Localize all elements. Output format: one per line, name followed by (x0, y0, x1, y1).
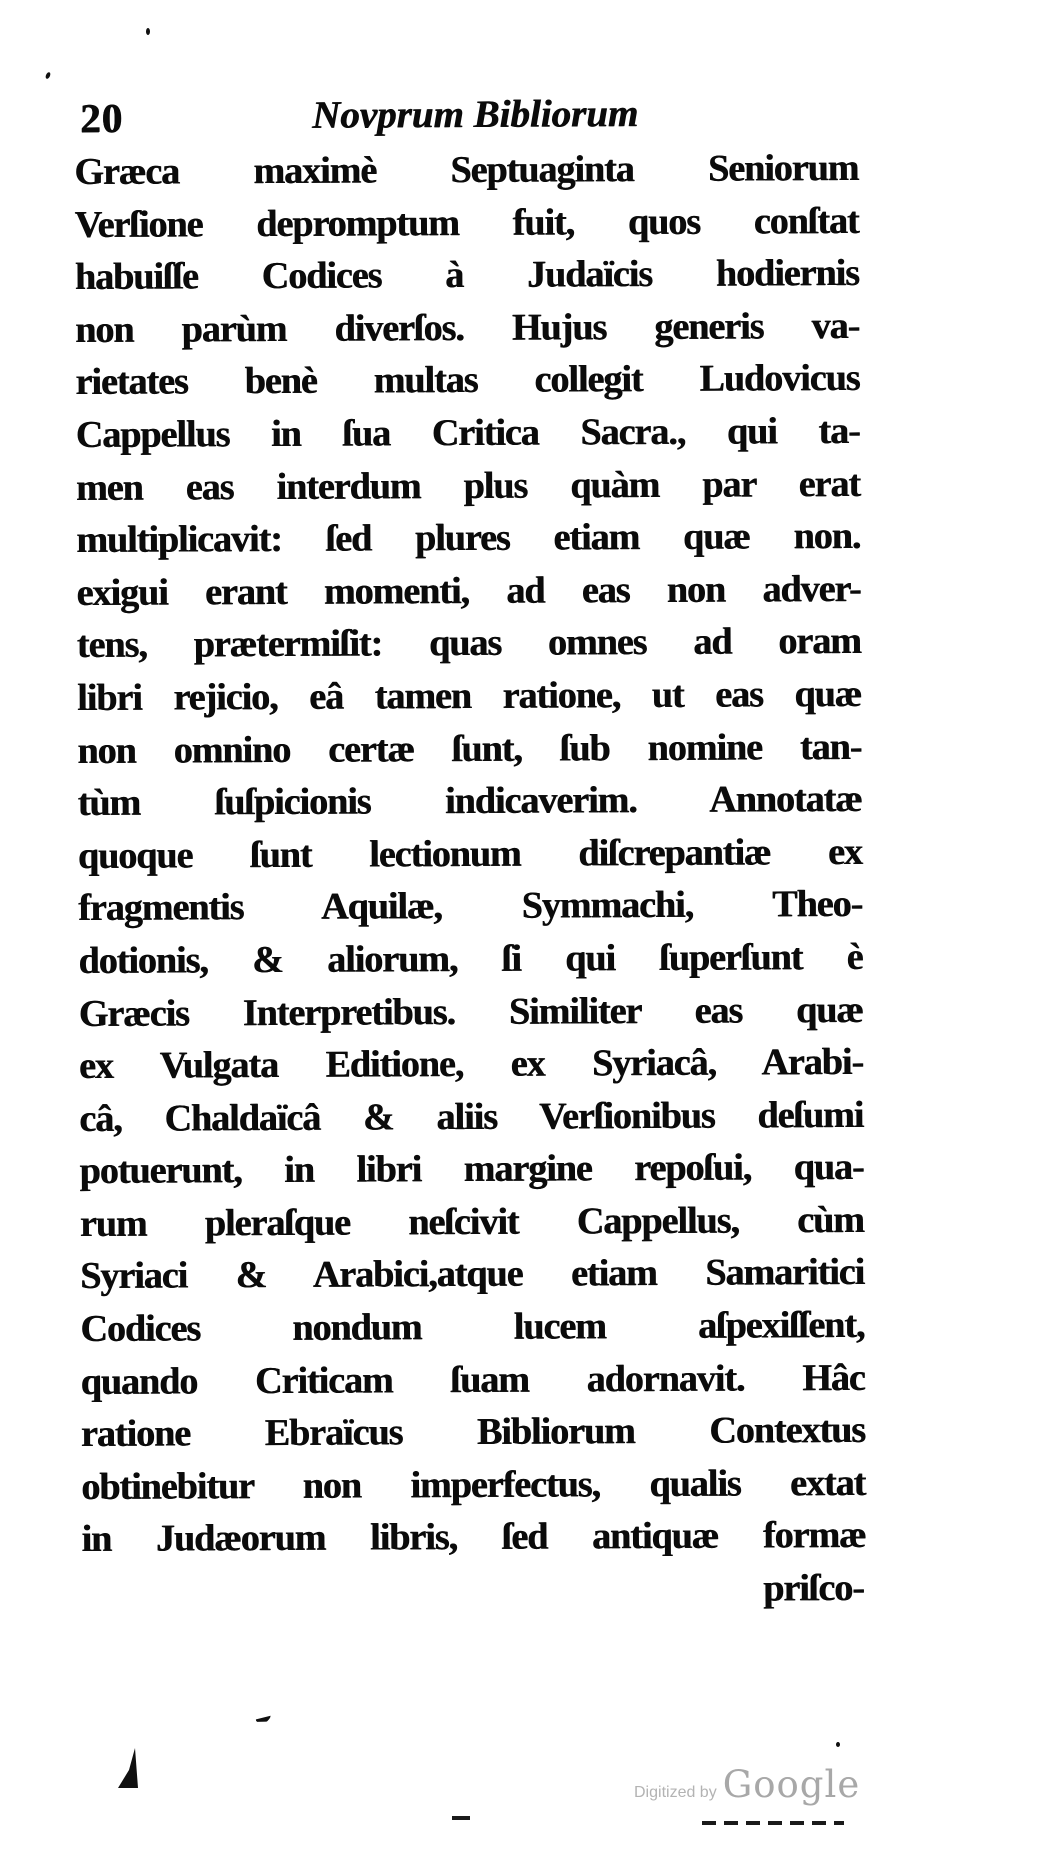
text-block (74, 146, 866, 1623)
text-line: dotionis, & aliorum, ſi qui ſuperſunt è (78, 935, 863, 982)
scan-dash (452, 1816, 470, 1820)
text-line: libri rejicio, eâ tamen ratione, ut eas quæ (76, 672, 862, 719)
text-line: Græcis Interpretibus. Similiter eas quæ (78, 988, 863, 1035)
text-line: tens, prætermiſit: quas omnes ad oram (76, 620, 861, 667)
running-title: Novprum Bibliorum (311, 92, 639, 137)
text-line: quoque ſunt lectionum diſcrepantiæ ex (77, 830, 862, 877)
ink-speck (45, 71, 52, 79)
ink-speck (254, 1708, 272, 1727)
catchword: priſco- (762, 1566, 864, 1610)
text-line: multiplicavit: ſed plures etiam quæ non. (76, 515, 861, 562)
text-line: fragmentis Aquilæ, Symmachi, Theo- (78, 883, 863, 930)
text-line: in Judæorum libris, ſed antiquæ formæ (81, 1514, 866, 1561)
text-line: non parùm diverſos. Hujus generis va- (74, 304, 860, 351)
text-line: Græca maximè Septuaginta Seniorum (74, 146, 859, 194)
text-line: tùm ſuſpicionis indicaverim. Annotatæ (77, 778, 862, 825)
watermark-prefix-label: Digitized by (634, 1784, 717, 1801)
text-line: non omnino certæ ſunt, ſub nomine tan- (77, 725, 862, 772)
text-line: rum pleraſque neſcivit Cappellus, cùm (79, 1198, 864, 1245)
text-line: Verſione depromptum fuit, quos conſtat (74, 199, 859, 246)
ink-speck (836, 1742, 840, 1747)
text-line: Syriaci & Arabici,atque etiam Samaritici (79, 1251, 865, 1298)
text-line: quando Criticam ſuam adornavit. Hâc (80, 1356, 865, 1403)
digitization-watermark (634, 1763, 860, 1806)
text-line: obtinebitur non imperfectus, qualis extat (81, 1461, 866, 1508)
text-line: men eas interdum plus quàm par erat (75, 462, 861, 509)
text-line: Cappellus in ſua Critica Sacra., qui ta- (75, 409, 860, 457)
ink-blot (118, 1748, 138, 1788)
text-line: potuerunt, in libri margine repoſui, qua- (79, 1146, 864, 1193)
text-line: habuiſſe Codices à Judaïcis hodiernis (74, 252, 859, 299)
text-line: Codices nondum lucem aſpexiſſent, (80, 1304, 865, 1351)
scan-dashed-line (702, 1821, 844, 1825)
ink-speck (146, 28, 150, 35)
text-line: rietates benè multas collegit Ludovicus (75, 357, 860, 404)
text-line: câ, Chaldaïcâ & aliis Verſionibus deſumi (79, 1093, 864, 1140)
text-line: ratione Ebraïcus Bibliorum Contextus (80, 1409, 865, 1456)
page-header (80, 90, 860, 142)
page-number: 20 (79, 94, 124, 142)
text-line: exigui erant momenti, ad eas non adver- (76, 567, 861, 614)
text-line: ex Vulgata Editione, ex Syriacâ, Arabi- (78, 1041, 864, 1088)
google-logo: Google (722, 1763, 861, 1806)
